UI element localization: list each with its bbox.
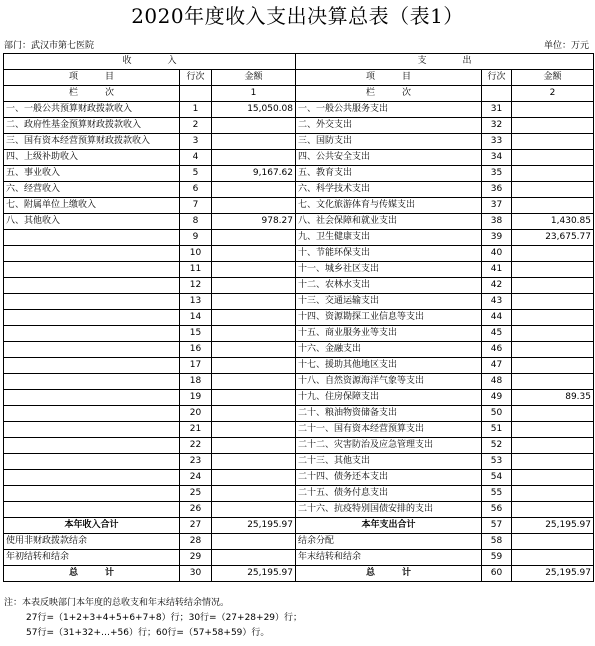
income-amount xyxy=(212,294,296,310)
begin-balance-label: 年初结转和结余 xyxy=(4,550,180,566)
expense-item-name: 七、文化旅游体育与传媒支出 xyxy=(296,198,482,214)
expense-item-name: 六、科学技术支出 xyxy=(296,182,482,198)
expense-item-name: 四、公共安全支出 xyxy=(296,150,482,166)
income-line-number: 2 xyxy=(180,118,212,134)
grand-expense-amount: 25,195.97 xyxy=(512,566,594,582)
income-item-name xyxy=(4,310,180,326)
income-amount xyxy=(212,406,296,422)
table-row xyxy=(4,502,594,518)
income-amount xyxy=(212,502,296,518)
use-non-fiscal-line: 28 xyxy=(180,534,212,550)
income-total-label: 本年收入合计 xyxy=(4,518,180,534)
income-section-header: 收 入 xyxy=(4,54,296,70)
income-amount: 978.27 xyxy=(212,214,296,230)
income-amount xyxy=(212,198,296,214)
grand-expense-line: 60 xyxy=(482,566,512,582)
expense-amount xyxy=(512,486,594,502)
expense-line-number: 53 xyxy=(482,454,512,470)
use-non-fiscal-label: 使用非财政拨款结余 xyxy=(4,534,180,550)
expense-line-number: 36 xyxy=(482,182,512,198)
income-item-name xyxy=(4,342,180,358)
expense-line-number: 41 xyxy=(482,262,512,278)
expense-amount: 89.35 xyxy=(512,390,594,406)
expense-item-header: 项 目 xyxy=(296,70,482,86)
expense-amount-header: 金额 xyxy=(512,70,594,86)
table-row xyxy=(4,182,594,198)
expense-amount xyxy=(512,294,594,310)
income-item-name xyxy=(4,406,180,422)
table-row xyxy=(4,454,594,470)
expense-amount xyxy=(512,134,594,150)
note-line-1: 注：本表反映部门本年度的总收支和年末结转结余情况。 xyxy=(4,598,230,608)
section-header-row xyxy=(4,54,594,70)
expense-total-label: 本年支出合计 xyxy=(296,518,482,534)
expense-item-name: 二十六、抗疫特别国债安排的支出 xyxy=(296,502,482,518)
surplus-distribution-label: 结余分配 xyxy=(296,534,482,550)
income-amount xyxy=(212,150,296,166)
expense-line-number: 47 xyxy=(482,358,512,374)
expense-line-number: 49 xyxy=(482,390,512,406)
table-row xyxy=(4,358,594,374)
income-total-line: 27 xyxy=(180,518,212,534)
table-row xyxy=(4,214,594,230)
table-row xyxy=(4,102,594,118)
expense-line-number: 50 xyxy=(482,406,512,422)
column-index-row xyxy=(4,86,594,102)
expense-line-number: 45 xyxy=(482,326,512,342)
income-amount xyxy=(212,262,296,278)
income-amount: 15,050.08 xyxy=(212,102,296,118)
expense-amount xyxy=(512,246,594,262)
income-amount xyxy=(212,118,296,134)
annual-total-row xyxy=(4,518,594,534)
expense-item-name: 十三、交通运输支出 xyxy=(296,294,482,310)
table-row xyxy=(4,422,594,438)
income-line-number: 6 xyxy=(180,182,212,198)
grand-income-line: 30 xyxy=(180,566,212,582)
end-balance-amount xyxy=(512,550,594,566)
income-amount xyxy=(212,182,296,198)
expense-amount xyxy=(512,454,594,470)
expense-amount xyxy=(512,502,594,518)
income-line-number: 24 xyxy=(180,470,212,486)
expense-line-number: 56 xyxy=(482,502,512,518)
income-line-number: 1 xyxy=(180,102,212,118)
income-item-name xyxy=(4,294,180,310)
expense-total-line: 57 xyxy=(482,518,512,534)
income-item-name xyxy=(4,246,180,262)
table-row xyxy=(4,118,594,134)
income-amount xyxy=(212,310,296,326)
report-title: 2020年度收入支出决算总表（表1） xyxy=(131,4,464,28)
income-amount xyxy=(212,230,296,246)
note-line-2: 27行=（1+2+3+4+5+6+7+8）行；30行=（27+28+29）行； xyxy=(26,613,303,623)
income-amount: 9,167.62 xyxy=(212,166,296,182)
expense-line-number: 51 xyxy=(482,422,512,438)
income-item-name xyxy=(4,438,180,454)
expense-total-amount: 25,195.97 xyxy=(512,518,594,534)
income-line-number: 13 xyxy=(180,294,212,310)
expense-line-number: 40 xyxy=(482,246,512,262)
income-item-name xyxy=(4,422,180,438)
surplus-distribution-amount xyxy=(512,534,594,550)
table-row xyxy=(4,278,594,294)
income-line-number: 20 xyxy=(180,406,212,422)
income-item-name: 六、经营收入 xyxy=(4,182,180,198)
expense-item-name: 十七、援助其他地区支出 xyxy=(296,358,482,374)
expense-item-name: 九、卫生健康支出 xyxy=(296,230,482,246)
expense-item-name: 一、一般公共服务支出 xyxy=(296,102,482,118)
income-line-number: 14 xyxy=(180,310,212,326)
income-item-name xyxy=(4,230,180,246)
expense-item-name: 三、国防支出 xyxy=(296,134,482,150)
income-line-number: 5 xyxy=(180,166,212,182)
income-item-name: 五、事业收入 xyxy=(4,166,180,182)
income-item-header: 项 目 xyxy=(4,70,180,86)
expense-amount xyxy=(512,118,594,134)
expense-line-number: 39 xyxy=(482,230,512,246)
income-line-number: 3 xyxy=(180,134,212,150)
income-amount xyxy=(212,278,296,294)
income-line-number: 11 xyxy=(180,262,212,278)
income-column-blank xyxy=(180,86,212,102)
income-line-number: 22 xyxy=(180,438,212,454)
income-line-number: 18 xyxy=(180,374,212,390)
expense-line-number: 42 xyxy=(482,278,512,294)
table-row xyxy=(4,326,594,342)
expense-amount xyxy=(512,326,594,342)
table-row xyxy=(4,438,594,454)
income-amount-header: 金额 xyxy=(212,70,296,86)
expense-amount xyxy=(512,438,594,454)
expense-column-number: 2 xyxy=(512,86,594,102)
note-line-3: 57行=（31+32+…+56）行；60行=（57+58+59）行。 xyxy=(26,628,270,638)
income-line-number: 21 xyxy=(180,422,212,438)
grand-expense-label: 总 计 xyxy=(296,566,482,582)
use-non-fiscal-amount xyxy=(212,534,296,550)
expense-line-number: 54 xyxy=(482,470,512,486)
expense-line-header: 行次 xyxy=(482,70,512,86)
expense-line-number: 48 xyxy=(482,374,512,390)
budget-summary-table xyxy=(3,53,594,582)
income-line-number: 10 xyxy=(180,246,212,262)
department-label: 部门：武汉市第七医院 xyxy=(4,41,95,51)
income-item-name xyxy=(4,358,180,374)
income-line-number: 26 xyxy=(180,502,212,518)
income-line-number: 9 xyxy=(180,230,212,246)
income-item-name: 三、国有资本经营预算财政拨款收入 xyxy=(4,134,180,150)
expense-amount xyxy=(512,198,594,214)
end-balance-line: 59 xyxy=(482,550,512,566)
income-amount xyxy=(212,358,296,374)
expense-item-name: 二、外交支出 xyxy=(296,118,482,134)
income-item-name xyxy=(4,502,180,518)
expense-line-number: 52 xyxy=(482,438,512,454)
expense-line-number: 43 xyxy=(482,294,512,310)
expense-amount: 23,675.77 xyxy=(512,230,594,246)
expense-line-number: 35 xyxy=(482,166,512,182)
income-amount xyxy=(212,470,296,486)
expense-item-name: 十一、城乡社区支出 xyxy=(296,262,482,278)
income-line-number: 19 xyxy=(180,390,212,406)
income-item-name xyxy=(4,454,180,470)
end-balance-label: 年末结转和结余 xyxy=(296,550,482,566)
table-row xyxy=(4,310,594,326)
expense-amount xyxy=(512,262,594,278)
expense-amount: 1,430.85 xyxy=(512,214,594,230)
income-item-name: 二、政府性基金预算财政拨款收入 xyxy=(4,118,180,134)
expense-item-name: 五、教育支出 xyxy=(296,166,482,182)
column-header-row xyxy=(4,70,594,86)
expense-amount xyxy=(512,470,594,486)
expense-line-number: 33 xyxy=(482,134,512,150)
expense-item-name: 十二、农林水支出 xyxy=(296,278,482,294)
table-row xyxy=(4,470,594,486)
expense-item-name: 十九、住房保障支出 xyxy=(296,390,482,406)
income-amount xyxy=(212,486,296,502)
expense-line-number: 55 xyxy=(482,486,512,502)
expense-line-number: 32 xyxy=(482,118,512,134)
expense-amount xyxy=(512,310,594,326)
income-item-name: 八、其他收入 xyxy=(4,214,180,230)
balance-row xyxy=(4,550,594,566)
expense-line-number: 38 xyxy=(482,214,512,230)
expense-section-header: 支 出 xyxy=(296,54,594,70)
begin-balance-amount xyxy=(212,550,296,566)
table-row xyxy=(4,342,594,358)
table-row xyxy=(4,150,594,166)
unit-label: 单位：万元 xyxy=(543,41,589,51)
income-line-number: 4 xyxy=(180,150,212,166)
expense-amount xyxy=(512,374,594,390)
income-item-name xyxy=(4,278,180,294)
table-row xyxy=(4,166,594,182)
table-row xyxy=(4,486,594,502)
income-line-number: 12 xyxy=(180,278,212,294)
income-line-number: 23 xyxy=(180,454,212,470)
income-amount xyxy=(212,134,296,150)
expense-item-name: 二十二、灾害防治及应急管理支出 xyxy=(296,438,482,454)
income-line-number: 25 xyxy=(180,486,212,502)
income-amount xyxy=(212,246,296,262)
grand-income-label: 总 计 xyxy=(4,566,180,582)
expense-column-blank xyxy=(482,86,512,102)
income-column-label: 栏 次 xyxy=(4,86,180,102)
income-line-number: 8 xyxy=(180,214,212,230)
income-item-name xyxy=(4,470,180,486)
expense-item-name: 二十一、国有资本经营预算支出 xyxy=(296,422,482,438)
expense-item-name: 十四、资源勘探工业信息等支出 xyxy=(296,310,482,326)
expense-amount xyxy=(512,342,594,358)
expense-item-name: 二十三、其他支出 xyxy=(296,454,482,470)
expense-item-name: 十、节能环保支出 xyxy=(296,246,482,262)
income-item-name: 四、上级补助收入 xyxy=(4,150,180,166)
table-row xyxy=(4,294,594,310)
income-line-header: 行次 xyxy=(180,70,212,86)
expense-line-number: 31 xyxy=(482,102,512,118)
income-item-name: 七、附属单位上缴收入 xyxy=(4,198,180,214)
expense-item-name: 二十四、债务还本支出 xyxy=(296,470,482,486)
expense-amount xyxy=(512,422,594,438)
income-amount xyxy=(212,326,296,342)
income-item-name xyxy=(4,326,180,342)
expense-item-name: 十八、自然资源海洋气象等支出 xyxy=(296,374,482,390)
expense-item-name: 二十五、债务付息支出 xyxy=(296,486,482,502)
income-line-number: 7 xyxy=(180,198,212,214)
table-row xyxy=(4,134,594,150)
table-row xyxy=(4,246,594,262)
expense-line-number: 46 xyxy=(482,342,512,358)
income-item-name xyxy=(4,374,180,390)
income-amount xyxy=(212,390,296,406)
expense-item-name: 二十、粮油物资储备支出 xyxy=(296,406,482,422)
surplus-distribution-line: 58 xyxy=(482,534,512,550)
income-item-name xyxy=(4,486,180,502)
grand-income-amount: 25,195.97 xyxy=(212,566,296,582)
income-total-amount: 25,195.97 xyxy=(212,518,296,534)
begin-balance-line: 29 xyxy=(180,550,212,566)
table-row xyxy=(4,390,594,406)
income-amount xyxy=(212,374,296,390)
income-item-name xyxy=(4,390,180,406)
income-amount xyxy=(212,438,296,454)
income-item-name xyxy=(4,262,180,278)
income-amount xyxy=(212,422,296,438)
table-row xyxy=(4,262,594,278)
income-amount xyxy=(212,342,296,358)
income-line-number: 17 xyxy=(180,358,212,374)
expense-item-name: 八、社会保障和就业支出 xyxy=(296,214,482,230)
income-line-number: 16 xyxy=(180,342,212,358)
expense-amount xyxy=(512,182,594,198)
expense-amount xyxy=(512,278,594,294)
expense-item-name: 十六、金融支出 xyxy=(296,342,482,358)
income-amount xyxy=(212,454,296,470)
expense-line-number: 44 xyxy=(482,310,512,326)
non-fiscal-row xyxy=(4,534,594,550)
table-row xyxy=(4,198,594,214)
expense-amount xyxy=(512,166,594,182)
expense-amount xyxy=(512,358,594,374)
table-row xyxy=(4,374,594,390)
expense-amount xyxy=(512,406,594,422)
expense-line-number: 37 xyxy=(482,198,512,214)
income-item-name: 一、一般公共预算财政拨款收入 xyxy=(4,102,180,118)
expense-amount xyxy=(512,102,594,118)
grand-total-row xyxy=(4,566,594,582)
expense-column-label: 栏 次 xyxy=(296,86,482,102)
table-row xyxy=(4,230,594,246)
income-line-number: 15 xyxy=(180,326,212,342)
expense-item-name: 十五、商业服务业等支出 xyxy=(296,326,482,342)
expense-amount xyxy=(512,150,594,166)
table-row xyxy=(4,406,594,422)
income-column-number: 1 xyxy=(212,86,296,102)
expense-line-number: 34 xyxy=(482,150,512,166)
